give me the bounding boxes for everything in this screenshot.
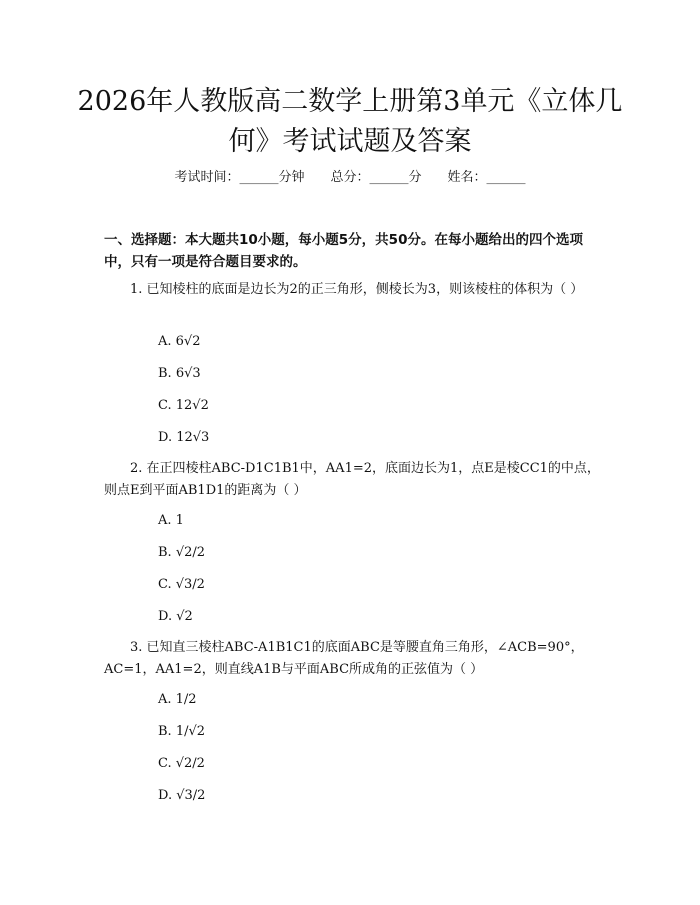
question-2-option-c: C. √3/2 [158,577,205,592]
page-title: 2026年人教版高二数学上册第3单元《立体几何》考试试题及答案 [77,86,623,157]
question-3-option-c: C. √2/2 [158,756,205,771]
exam-info-line [0,168,700,188]
section-heading-multiple-choice: 一、选择题：本大题共10小题，每小题5分，共50分。在每小题给出的四个选项中，只有一项是符合题目要求的。 [104,232,583,270]
question-2-option-d: D. √2 [158,609,193,624]
name-field: 姓名：______ [447,170,526,185]
question-1-option-c: C. 12√2 [158,398,209,413]
question-2-option-a: A. 1 [158,513,184,528]
total-score-field: 总分：______分 [330,170,422,185]
question-1-option-d: D. 12√3 [158,430,210,445]
question-1-option-a: A. 6√2 [158,334,201,349]
question-3-stem: 3. 已知直三棱柱ABC-A1B1C1的底面ABC是等腰直角三角形，∠ACB=90°，AC=1，AA1=2，则直线A1B与平面ABC所成角的正弦值为（ ） [104,640,584,677]
question-3-option-b: B. 1/√2 [158,724,206,739]
question-2-stem: 2. 在正四棱柱ABC-D1C1B1中，AA1=2，底面边长为1，点E是棱CC1的中点，则点E到平面AB1D1的距离为（ ） [104,461,600,498]
question-1-option-b: B. 6√3 [158,366,201,381]
question-1-stem: 1. 已知棱柱的底面是边长为2的正三角形，侧棱长为3，则该棱柱的体积为（ ） [130,282,584,297]
exam-time-field: 考试时间：______分钟 [174,170,305,185]
question-2-option-b: B. √2/2 [158,545,206,560]
question-3-option-a: A. 1/2 [158,692,197,707]
question-3-option-d: D. √3/2 [158,788,206,803]
